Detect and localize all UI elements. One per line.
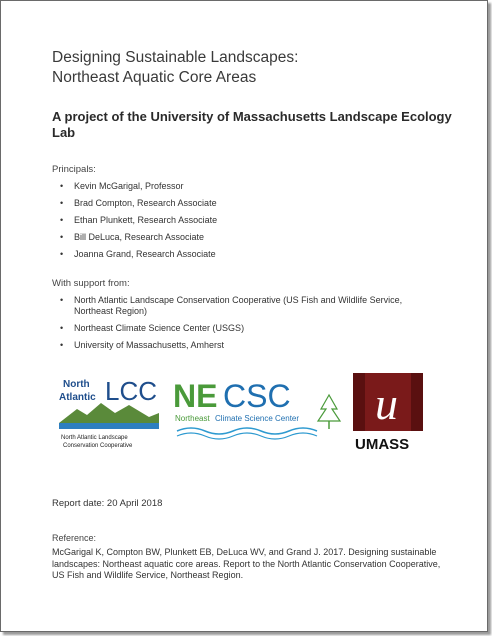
document-title [52, 48, 298, 88]
lcc-mountains-icon [59, 403, 159, 423]
umass-logo [349, 369, 429, 455]
principals-label: Principals: [52, 164, 96, 175]
support-item: • Northeast Climate Science Center (USGS) [52, 323, 442, 334]
csc-csc-text: CSC [223, 378, 291, 414]
csc-wave-icon [177, 433, 317, 439]
lcc-word-north: North [63, 379, 90, 390]
lcc-caption-1: North Atlantic Landscape [61, 435, 128, 441]
lcc-mark: LCC [105, 376, 158, 406]
title-line-1: Designing Sustainable Landscapes: [52, 49, 299, 66]
lcc-water-icon [59, 423, 159, 429]
principals-list [52, 181, 442, 266]
csc-northeast-text: Northeast [175, 414, 210, 423]
reference-text: McGarigal K, Compton BW, Plunkett EB, DeLuca WV, and Grand J. 2017. Designing sustainable landscapes: Northeast aquatic core areas. Report to the North Atlantic Conservation Cooperative, US Fish and Wildlife Service, Northeast Region. [52, 547, 441, 580]
report-date: Report date: 20 April 2018 [52, 498, 163, 509]
lcc-word-atlantic: Atlantic [59, 392, 96, 403]
support-list [52, 295, 442, 357]
support-item: • North Atlantic Landscape Conservation Cooperative (US Fish and Wildlife Service, Northeast Region) [52, 295, 442, 317]
umass-wordmark: UMASS [355, 436, 410, 453]
principal-item: • Bill DeLuca, Research Associate [52, 232, 442, 243]
support-item: • University of Massachusetts, Amherst [52, 340, 442, 351]
principal-item: • Brad Compton, Research Associate [52, 198, 442, 209]
north-atlantic-lcc-logo [57, 373, 167, 453]
principal-item: • Joanna Grand, Research Associate [52, 249, 442, 260]
lcc-caption-2: Conservation Cooperative [63, 443, 133, 449]
umass-letter: u [375, 378, 398, 429]
document-subtitle: A project of the University of Massachusetts Landscape Ecology Lab [52, 109, 452, 140]
reference-label: Reference: [52, 533, 97, 543]
partner-logos [49, 369, 449, 461]
title-line-2: Northeast Aquatic Core Areas [52, 69, 257, 86]
csc-ne-text: NE [173, 378, 218, 414]
ne-csc-logo [171, 373, 346, 453]
support-label: With support from: [52, 278, 130, 289]
principal-item: • Kevin McGarigal, Professor [52, 181, 442, 192]
csc-tagline: Climate Science Center [215, 414, 300, 423]
csc-tree-icon [318, 395, 340, 429]
principal-item: • Ethan Plunkett, Research Associate [52, 215, 442, 226]
